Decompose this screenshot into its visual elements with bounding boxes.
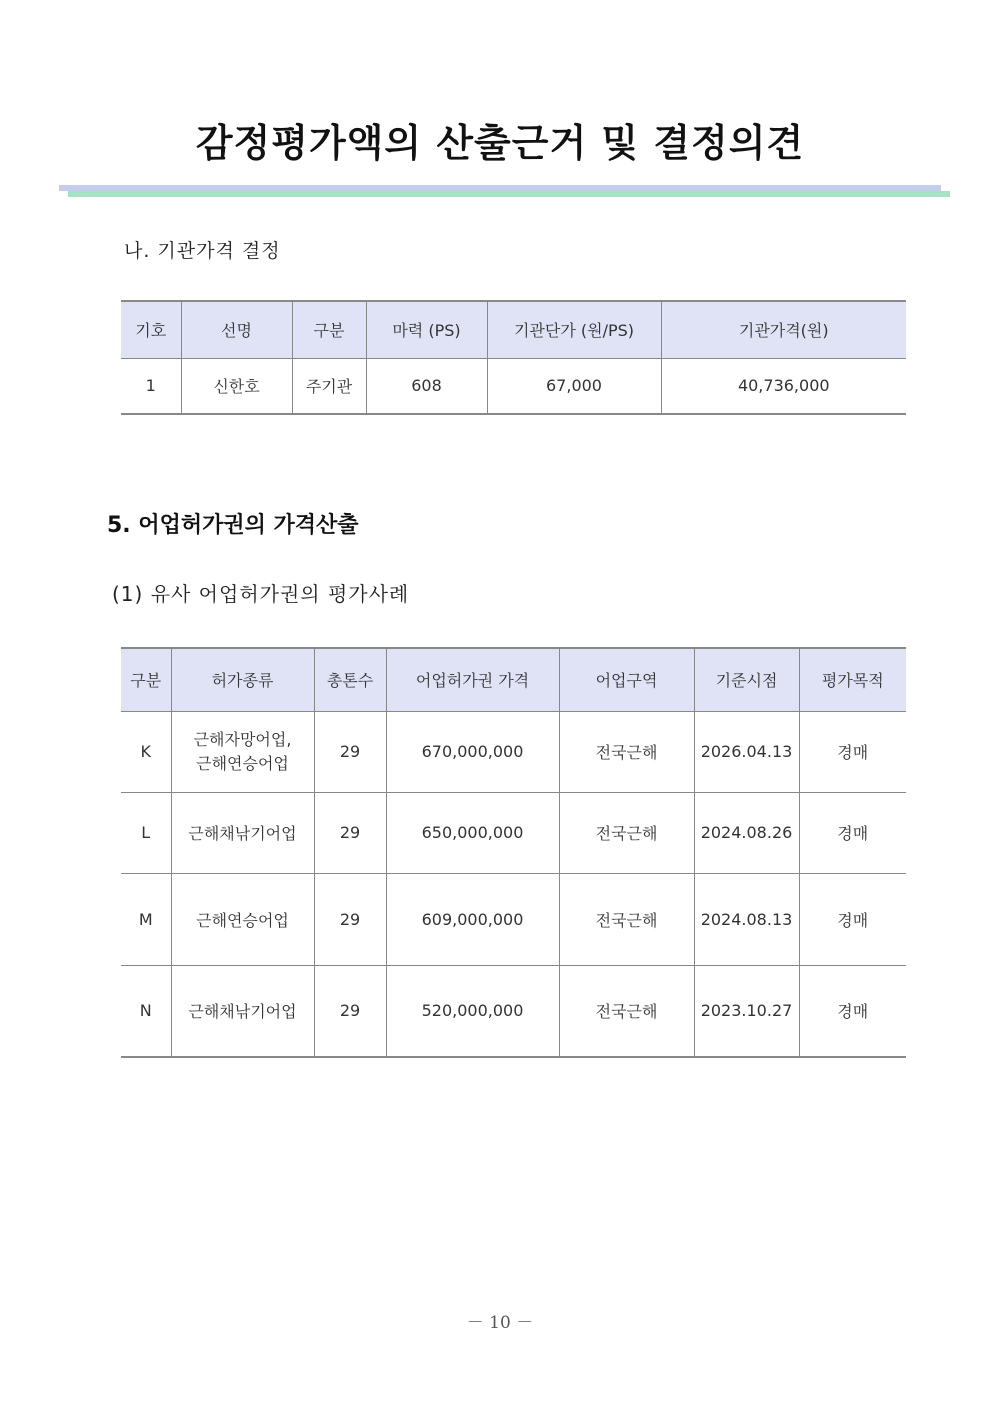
table-cell: L (121, 792, 171, 873)
engine-price-table (121, 300, 906, 415)
table-cell: 전국근해 (559, 873, 694, 965)
table-cell: N (121, 965, 171, 1057)
header-cell: 기관단가 (원/PS) (487, 301, 661, 358)
page-title: 감정평가액의 산출근거 및 결정의견 (195, 121, 805, 165)
header-cell: 평가목적 (799, 648, 906, 711)
table-cell: 670,000,000 (386, 711, 559, 792)
section-5-heading: 5. 어업허가권의 가격산출 (107, 513, 359, 538)
table-cell: 40,736,000 (661, 358, 906, 414)
table-cell: 전국근해 (559, 711, 694, 792)
table-cell: 근해채낚기어업 (171, 792, 314, 873)
table-cell (171, 711, 314, 792)
table-cell: 29 (314, 965, 386, 1057)
table-cell: 근해연승어업 (171, 873, 314, 965)
table-cell: 전국근해 (559, 792, 694, 873)
table-cell: 근해채낚기어업 (171, 965, 314, 1057)
table-cell: 주기관 (292, 358, 366, 414)
header-cell: 마력 (PS) (366, 301, 487, 358)
table-cell: 650,000,000 (386, 792, 559, 873)
title-underline-green (68, 191, 950, 197)
table-cell: 2023.10.27 (694, 965, 799, 1057)
table-row (121, 711, 906, 792)
table-cell: 67,000 (487, 358, 661, 414)
table-row (121, 358, 906, 414)
table-cell: 경매 (799, 873, 906, 965)
subsection-1-heading: (1) 유사 어업허가권의 평가사례 (112, 582, 410, 606)
header-cell: 선명 (181, 301, 292, 358)
table-row (121, 965, 906, 1057)
table-cell: K (121, 711, 171, 792)
license-type-line: 근해연승어업 (196, 753, 289, 773)
header-cell: 허가종류 (171, 648, 314, 711)
table-cell: 2024.08.26 (694, 792, 799, 873)
table-cell: 경매 (799, 792, 906, 873)
table-cell: 경매 (799, 965, 906, 1057)
table-cell: 2026.04.13 (694, 711, 799, 792)
table-row (121, 873, 906, 965)
table-cell: 520,000,000 (386, 965, 559, 1057)
section-na-heading: 나. 기관가격 결정 (124, 240, 281, 262)
table-cell: 경매 (799, 711, 906, 792)
header-cell: 기호 (121, 301, 181, 358)
header-cell: 어업구역 (559, 648, 694, 711)
header-cell: 어업허가권 가격 (386, 648, 559, 711)
header-cell: 기준시점 (694, 648, 799, 711)
header-cell: 기관가격(원) (661, 301, 906, 358)
table-cell: 전국근해 (559, 965, 694, 1057)
table-cell: 신한호 (181, 358, 292, 414)
table-cell: 29 (314, 792, 386, 873)
table-cell: 1 (121, 358, 181, 414)
license-type-line: 근해자망어업, (193, 729, 292, 749)
header-cell: 구분 (292, 301, 366, 358)
table-cell: 29 (314, 711, 386, 792)
table-cell: 29 (314, 873, 386, 965)
header-cell: 구분 (121, 648, 171, 711)
table-row (121, 792, 906, 873)
header-cell: 총톤수 (314, 648, 386, 711)
table-cell: M (121, 873, 171, 965)
page-number: － 10 － (466, 1313, 534, 1333)
table-cell: 609,000,000 (386, 873, 559, 965)
table-cell: 2024.08.13 (694, 873, 799, 965)
table-cell: 608 (366, 358, 487, 414)
comparable-cases-table (121, 647, 906, 1058)
